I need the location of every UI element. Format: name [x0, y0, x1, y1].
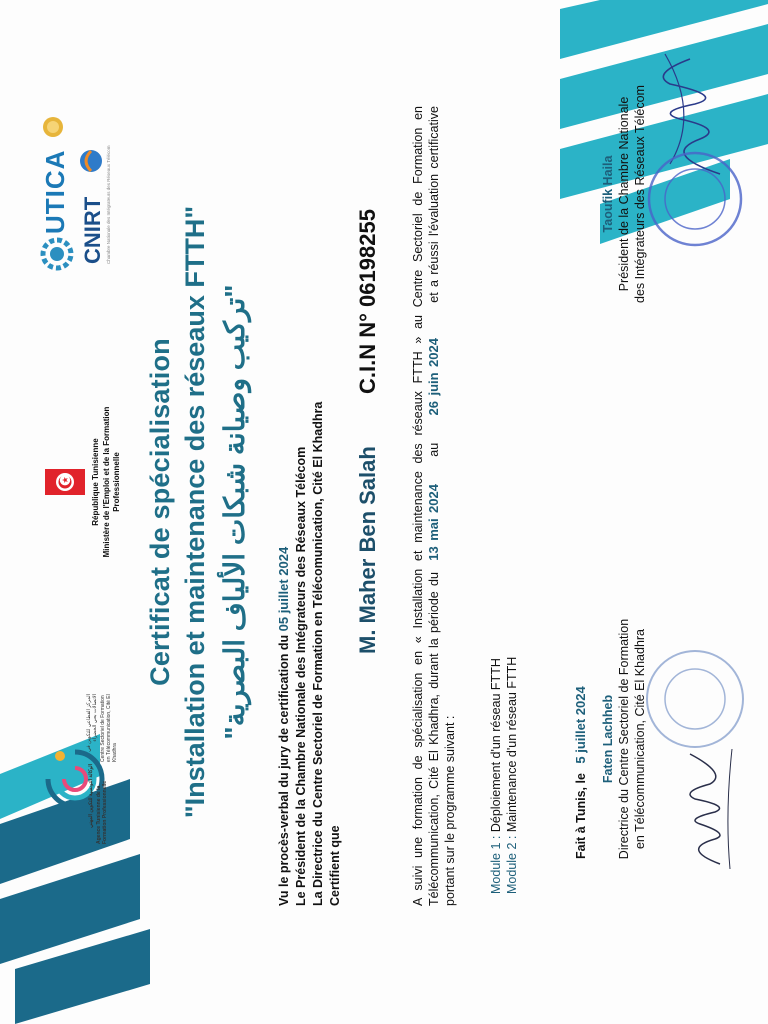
- signature-right-role-2: des Intégrateurs des Réseaux Télécom: [633, 85, 647, 303]
- place-date-prefix: Fait à Tunis, le: [574, 773, 588, 859]
- place-date-value: 5 juillet 2024: [573, 686, 588, 764]
- module-2-label: Module 2 :: [505, 835, 519, 894]
- jury-line-1-prefix: Vu le procès-verbal du jury de certification du: [277, 634, 291, 906]
- signature-right-name: Taoufik Haila: [601, 155, 615, 233]
- cnirt-globe-icon: [78, 148, 104, 174]
- atfp-french: Agence Tunisienne de la Formation Professionnelle: [96, 780, 108, 844]
- ministry-block: [45, 402, 125, 562]
- place-date: [573, 686, 588, 859]
- recipient-name: M. Maher Ben Salah: [355, 446, 380, 654]
- atfp-logo: [40, 694, 120, 844]
- signature-left-role-1: Directrice du Centre Sectoriel de Formation: [617, 618, 631, 860]
- jury-line-1: [275, 286, 293, 906]
- modules-list: [488, 494, 520, 894]
- jury-block: [275, 286, 344, 906]
- signature-left-handwritten: [670, 744, 740, 874]
- module-1-label: Module 1 :: [489, 835, 503, 894]
- ministry-text: Ministère de l'Emploi et de la Formation Professionnelle: [102, 406, 121, 558]
- certificate-title: Certificat de spécialisation: [145, 338, 175, 686]
- jury-line-3: La Directrice du Centre Sectoriel de Formation en Télécomunication, Cité El Khadhra: [311, 401, 325, 906]
- cnirt-logo-text: CNIRT: [80, 196, 105, 264]
- signature-left-role-2: en Télécommunication, Cité El Khadhra: [633, 628, 647, 850]
- utica-medal-icon: [42, 116, 64, 138]
- center-french: Centre Sectoriel de Formation en Télécommunication, Cité El Khadhra: [100, 694, 118, 762]
- date-to: 26 juin 2024: [426, 338, 441, 416]
- utica-gear-icon: [40, 234, 74, 274]
- module-1: [488, 494, 504, 894]
- cin-value: 06198255: [355, 209, 380, 307]
- certificate-subtitle-arabic: "تركيب وصيانة شبكات الألياف البصرية": [219, 284, 250, 740]
- signature-right-role-1: Président de la Chambre Nationale: [617, 96, 631, 292]
- recipient-cin: [355, 209, 381, 394]
- module-2: [504, 494, 520, 894]
- cnirt-tagline: Chambre Nationale des Intégrateurs des Réseaux Télécom: [106, 145, 111, 264]
- utica-logo-text: UTICA: [40, 149, 70, 234]
- right-stamp-icon: [640, 144, 750, 254]
- training-text-1: A suivi une formation de spécialisation en « Installation et maintenance des réseaux FTTH » au Centre Sectoriel de Formation en Télécommunication, Cité El Khadhra, durant la période du: [411, 106, 441, 906]
- cin-label: C.I.N N°: [355, 313, 380, 394]
- date-from: 13 mai 2024: [426, 484, 441, 561]
- partner-logos: [32, 114, 112, 274]
- jury-date: 05 juillet 2024: [276, 546, 291, 632]
- atfp-arabic: الوكالة التونسية للتكوين المهني: [88, 764, 94, 828]
- date-au: au: [427, 442, 441, 457]
- training-text-2: et a réussi l'évaluation certificative portant sur le programme suivant :: [427, 106, 457, 906]
- tunisia-flag-icon: [45, 469, 85, 495]
- module-1-text: Déploiement d'un réseau FTTH: [489, 658, 503, 833]
- module-2-text: Maintenance d'un réseau FTTH: [505, 656, 519, 833]
- certificate-subtitle: "Installation et maintenance des réseaux FTTH": [180, 205, 210, 819]
- signature-left-name: Faten Lachheb: [601, 694, 615, 784]
- center-arabic: المركز القطاعي للتكوين في الاتصالات بحي الخضراء: [86, 694, 98, 752]
- jury-line-4: Certifient que: [328, 825, 342, 906]
- jury-line-2: Le Président de la Chambre Nationale des Intégrateurs des Réseaux Télécom: [294, 446, 308, 906]
- left-stamp-icon: [640, 644, 750, 754]
- training-paragraph: [410, 106, 458, 906]
- republic-text: République Tunisienne: [91, 438, 100, 526]
